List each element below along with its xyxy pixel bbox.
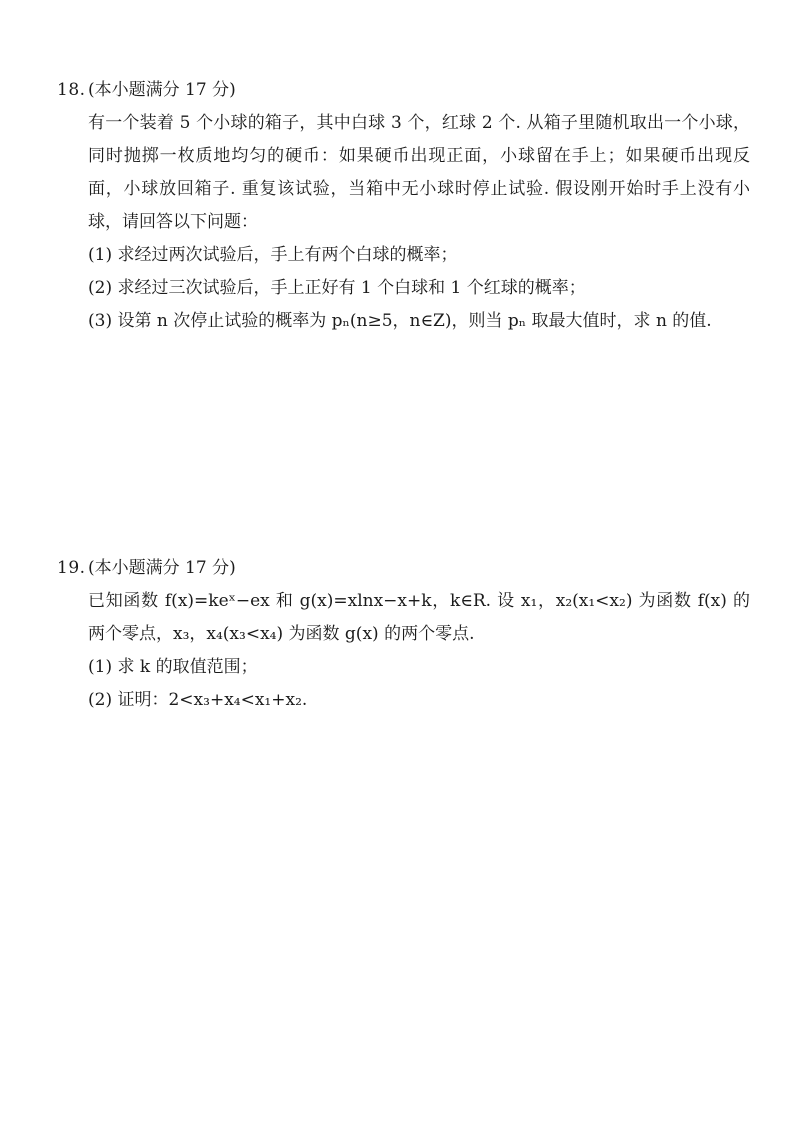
problem-18-body: 有一个装着 5 个小球的箱子，其中白球 3 个，红球 2 个. 从箱子里随机取出一个小球，同时抛掷一枚质地均匀的硬币：如果硬币出现正面，小球留在手上；如果硬币出现反面，小球放回箱子. 重复该试验，当箱中无小球时停止试验. 假设刚开始时手上没有小球，请回答以下问题： [88, 113, 750, 232]
problem-19-score-note: (本小题满分 17 分) [88, 558, 236, 578]
problem-18 [57, 74, 752, 338]
problem-19-part-1: (1) 求 k 的取值范围； [88, 657, 258, 677]
problem-18-part-2: (2) 求经过三次试验后，手上正好有 1 个白球和 1 个红球的概率； [88, 278, 586, 298]
problem-19 [57, 552, 752, 717]
problem-19-body: 已知函数 f(x)=keˣ−ex 和 g(x)=xlnx−x+k，k∈R. 设 x₁，x₂(x₁<x₂) 为函数 f(x) 的两个零点，x₃，x₄(x₃<x₄) 为函数 g(x) 的两个零点. [88, 591, 750, 644]
problem-19-title-line [57, 552, 752, 585]
problem-19-number: 19. [57, 558, 86, 578]
problem-18-part-3: (3) 设第 n 次停止试验的概率为 pₙ(n≥5，n∈Z)，则当 pₙ 取最大值时，求 n 的值. [88, 311, 712, 331]
problem-19-part-2: (2) 证明：2<x₃+x₄<x₁+x₂. [88, 690, 308, 710]
problem-18-part-1: (1) 求经过两次试验后，手上有两个白球的概率； [88, 245, 458, 265]
problem-18-score-note: (本小题满分 17 分) [88, 80, 236, 100]
problem-18-title-line [57, 74, 752, 107]
problem-18-number: 18. [57, 80, 86, 100]
exam-content [57, 74, 752, 717]
